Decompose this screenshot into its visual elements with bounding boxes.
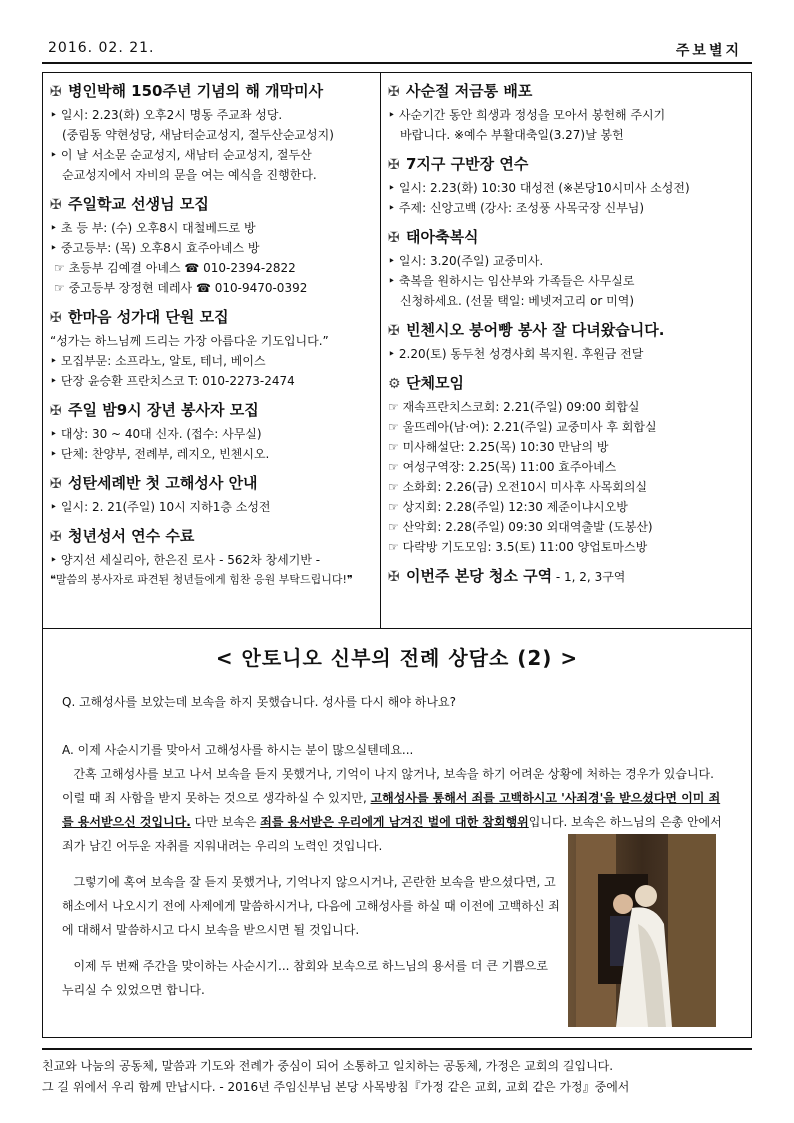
footer-rule (42, 1048, 752, 1050)
notice-title: ✠ 주일 밤9시 장년 봉사자 모집 (50, 397, 376, 424)
notice-title: ✠ 사순절 저금통 배포 (388, 78, 746, 105)
cross-icon: ✠ (50, 197, 62, 213)
notice-line: ‣ 단장 윤승환 프란치스코 T: 010-2273-2474 (50, 371, 376, 391)
bulletin-title: 주보별지 (675, 43, 742, 59)
left-notice-1 (50, 191, 376, 298)
cross-icon: ✠ (388, 323, 400, 339)
cross-icon: ✠ (50, 310, 62, 326)
footer-line-1: 친교와 나눔의 공동체, 말씀과 기도와 전례가 중심이 되어 소통하고 일치하는 공동체, 가정은 교회의 길입니다. (42, 1059, 614, 1073)
notice-line: ‣ 중고등부: (목) 오후8시 효주아녜스 방 (50, 238, 376, 258)
qa-underline-1: 고해성사를 통해서 죄를 고백하시고 '사죄경'을 받으셨다면 이미 죄를 용서받으신 것입니다. (62, 791, 721, 829)
notice-title: ✠ 한마음 성가대 단원 모집 (50, 304, 376, 331)
notice-line: ‣ 초 등 부: (수) 오후8시 대철베드로 방 (50, 218, 376, 238)
notice-title: ✠ 이번주 본당 청소 구역 - 1, 2, 3구역 (388, 563, 746, 590)
cross-icon: ✠ (388, 569, 400, 585)
cross-icon: ✠ (50, 529, 62, 545)
left-notice-3 (50, 397, 376, 464)
left-notice-0 (50, 78, 376, 185)
cross-icon: ✠ (388, 157, 400, 173)
notice-line: ‣ 양지선 세실리아, 한은진 로사 - 562차 창세기반 - (50, 550, 376, 570)
notice-line: ‣ 단체: 찬양부, 전례부, 레지오, 빈첸시오. (50, 444, 376, 464)
notice-line: (중림동 약현성당, 새남터순교성지, 절두산순교성지) (62, 128, 334, 142)
notice-line: ☞ 여성구역장: 2.25(목) 11:00 효주아녜스 (388, 457, 746, 477)
notice-line: ☞ 재속프란치스코회: 2.21(주일) 09:00 회합실 (388, 397, 746, 417)
qa-answer-advice: 그렇기에 혹여 보속을 잘 듣지 못했거나, 기억나지 않으시거나, 곤란한 보속을 받으셨다면, 고해소에서 나오시기 전에 사제에게 말씀하시거나, 다음에 고해성사를 하실 때 이전에 고백하신 죄에 대해서 말씀하시고 다시 보속을 받으시면 될 것입니다. (62, 875, 560, 937)
notice-title: ✠ 빈첸시오 붕어빵 봉사 잘 다녀왔습니다. (388, 317, 746, 344)
left-notice-4 (50, 470, 376, 517)
footer (42, 1056, 752, 1098)
qa-title: < 안토니오 신부의 전례 상담소 (2) > (215, 646, 579, 670)
notice-line: ❝말씀의 봉사자로 파견된 청년들에게 힘찬 응원 부탁드립니다!❞ (50, 573, 353, 586)
cross-icon: ✠ (388, 230, 400, 246)
notice-line: ☞ 초등부 김예결 아녜스 ☎ 010-2394-2822 (50, 258, 376, 278)
notice-line: ‣ 대상: 30 ~ 40대 신자. (접수: 사무실) (50, 424, 376, 444)
notice-line: ☞ 산악회: 2.28(주일) 09:30 외대역출발 (도봉산) (388, 517, 746, 537)
notice-line: ‣ 일시: 2.23(화) 오후2시 명동 주교좌 성당. (50, 105, 376, 125)
cross-icon: ✠ (388, 84, 400, 100)
notice-title: ✠ 성탄세례반 첫 고해성사 안내 (50, 470, 376, 497)
notice-title: ✠ 7지구 구반장 연수 (388, 151, 746, 178)
right-column (388, 78, 746, 596)
notice-title: ✠ 청년성서 연수 수료 (50, 523, 376, 550)
qa-answer-closing: 이제 두 번째 주간을 맞이하는 사순시기... 참회와 보속으로 하느님의 용서를 더 큰 기쁨으로 누리실 수 있었으면 합니다. (62, 959, 548, 997)
header-rule (42, 62, 752, 64)
right-notice-0 (388, 78, 746, 145)
qa-underline-2: 죄를 용서받은 우리에게 남겨진 벌에 대한 참회행위 (260, 815, 529, 829)
notice-line: ‣ 일시: 2. 21(주일) 10시 지하1층 소성전 (50, 497, 376, 517)
right-notice-3 (388, 317, 746, 364)
left-column (50, 78, 376, 596)
notice-line: ☞ 다락방 기도모임: 3.5(토) 11:00 양업토마스방 (388, 537, 746, 557)
notice-line: ☞ 울뜨레아(남·여): 2.21(주일) 교중미사 후 회합실 (388, 417, 746, 437)
section-divider (42, 628, 752, 629)
right-notice-5 (388, 563, 746, 590)
notice-title: ⚙ 단체모임 (388, 370, 746, 397)
notice-line: ‣ 2.20(토) 동두천 성경사회 복지원. 후원금 전달 (388, 344, 746, 364)
left-notice-2 (50, 304, 376, 391)
notice-line: ☞ 소화회: 2.26(금) 오전10시 미사후 사목회의실 (388, 477, 746, 497)
notice-line: ☞ 미사해설단: 2.25(목) 10:30 만남의 방 (388, 437, 746, 457)
notice-line: 신청하세요. (선물 택일: 베넷저고리 or 미역) (400, 294, 635, 308)
notice-line: ‣ 축복을 원하시는 임산부와 가족들은 사무실로 (388, 271, 746, 291)
notice-line: “성가는 하느님께 드리는 가장 아름다운 기도입니다.” (50, 334, 329, 348)
notice-line: ‣ 일시: 3.20(주일) 교중미사. (388, 251, 746, 271)
right-notice-2 (388, 224, 746, 311)
notice-line: ☞ 상지회: 2.28(주일) 12:30 제준이냐시오방 (388, 497, 746, 517)
cross-icon: ✠ (50, 84, 62, 100)
column-divider (380, 72, 381, 628)
right-notice-4 (388, 370, 746, 557)
bulletin-date: 2016. 02. 21. (48, 40, 155, 56)
notice-line: ‣ 일시: 2.23(화) 10:30 대성전 (※본당10시미사 소성전) (388, 178, 746, 198)
qa-answer-intro: A. 이제 사순시기를 맞아서 고해성사를 하시는 분이 많으실텐데요... (62, 743, 414, 757)
qa-answer-body: 간혹 고해성사를 보고 나서 보속을 듣지 못했거나, 기억이 나지 않거나, 보속을 하기 어려운 상황에 처하는 경우가 있습니다. 이럴 때 죄 사함을 받지 못하는 것으로 생각하실 수 있지만, 고해성사를 통해서 죄를 고백하시고 '사죄경'을 받으셨다면 이미 죄를 용서받으신 것입니다. 다만 보속은 죄를 용서받은 우리에게 남겨진 벌에 대한 참회행위입니다. 보속은 하느님의 은총 안에서 죄가 남긴 어두운 자취를 지워내려는 우리의 노력인 것입니다. (62, 767, 722, 853)
footer-line-2: 그 길 위에서 우리 함께 만납시다. - 2016년 주임신부님 본당 사목방침『가정 같은 교회, 교회 같은 가정』중에서 (42, 1080, 630, 1094)
notice-title: ✠ 병인박해 150주년 기념의 해 개막미사 (50, 78, 376, 105)
notice-line: ‣ 주제: 신앙고백 (강사: 조성풍 사목국장 신부님) (388, 198, 746, 218)
notice-title: ✠ 주일학교 선생님 모집 (50, 191, 376, 218)
qa-question: Q. 고해성사를 보았는데 보속을 하지 못했습니다. 성사를 다시 해야 하나요? (62, 695, 456, 709)
notice-title: ✠ 태아축복식 (388, 224, 746, 251)
right-notice-1 (388, 151, 746, 218)
notice-line: 바랍니다. ※예수 부활대축일(3.27)날 봉헌 (400, 128, 624, 142)
left-notice-5 (50, 523, 376, 590)
notice-line: ‣ 사순기간 동안 희생과 정성을 모아서 봉헌해 주시기 (388, 105, 746, 125)
notice-line: 순교성지에서 자비의 문을 여는 예식을 진행한다. (62, 168, 317, 182)
confession-photo (568, 834, 716, 1027)
notice-line: ‣ 모집부문: 소프라노, 알토, 테너, 베이스 (50, 351, 376, 371)
cross-icon: ✠ (50, 476, 62, 492)
cross-icon: ✠ (50, 403, 62, 419)
notice-line: ‣ 이 날 서소문 순교성지, 새남터 순교성지, 절두산 (50, 145, 376, 165)
gear-icon: ⚙ (388, 376, 401, 392)
notice-line: ☞ 중고등부 장정현 데레사 ☎ 010-9470-0392 (50, 278, 376, 298)
